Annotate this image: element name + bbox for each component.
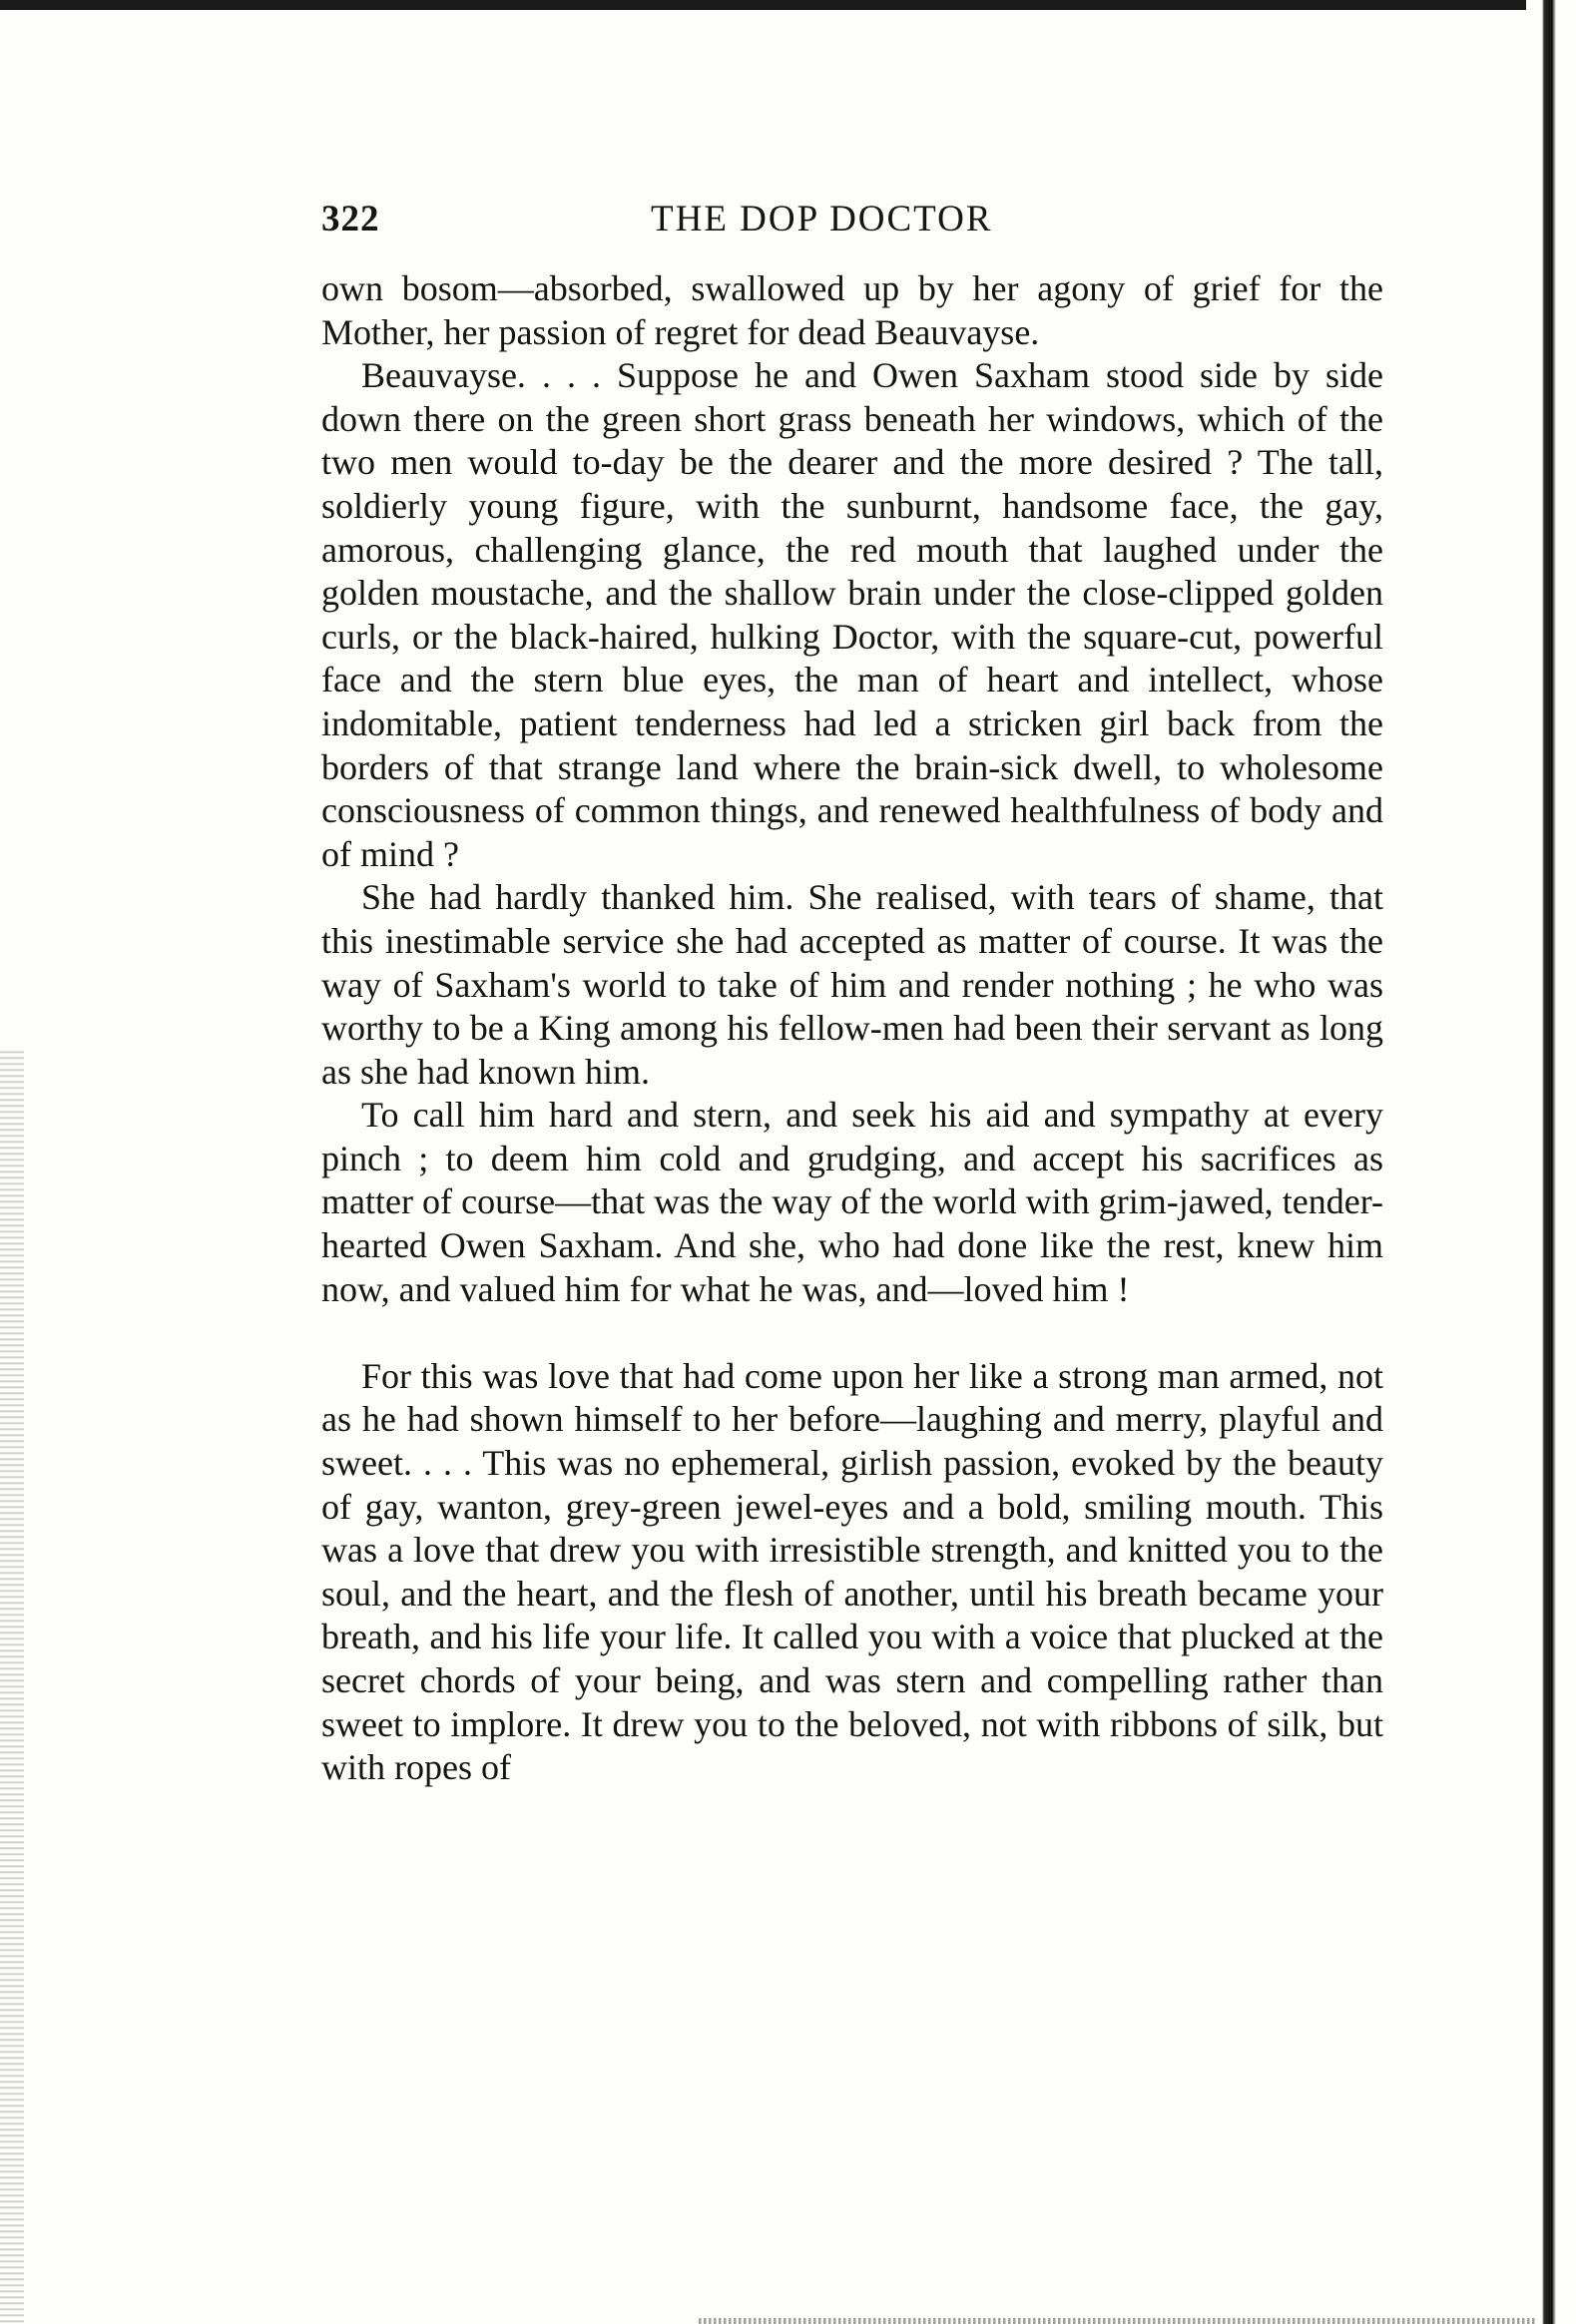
scan-left-edge xyxy=(0,1048,24,2324)
scan-right-edge xyxy=(1526,0,1576,2324)
running-title: THE DOP DOCTOR xyxy=(651,199,993,239)
paragraph: For this was love that had come upon her like a strong man armed, not as he had shown himself to her before—laughing and merry, playful and sweet. . . . This was no ephemeral, girlish passion, evoked by the beauty of gay, wanton, grey-green jewel-eyes and a bold, smiling mouth. This was a love that drew you with irresistible strength, and knitted you to the soul, and the heart, and the flesh of another, until his breath became your breath, and his life your life. It called you with a voice that plucked at the secret chords of your being, and was stern and compelling rather than sweet to implore. It drew you to the beloved, not with ribbons of silk, but with ropes of xyxy=(321,1355,1383,1788)
scan-bottom-edge xyxy=(699,2318,1537,2324)
scan-top-edge xyxy=(0,0,1576,10)
page-header xyxy=(321,198,1383,245)
paragraph-continued: own bosom—absorbed, swallowed up by her agony of grief for the Mother, her passion of regret for dead Beauvayse. xyxy=(321,268,1383,352)
paragraph: Beauvayse. . . . Suppose he and Owen Saxham stood side by side down there on the green short grass beneath her windows, which of the two men would to-day be the dearer and the more desired ? The tall, soldierly young figure, with the sunburnt, handsome face, the gay, amorous, challenging glance, the red mouth that laughed under the golden moustache, and the shallow brain under the close-clipped golden curls, or the black-haired, hulking Doctor, with the square-cut, powerful face and the stern blue eyes, the man of heart and intellect, whose indomitable, patient tenderness had led a stricken girl back from the borders of that strange land where the brain-sick dwell, to wholesome consciousness of common things, and renewed healthfulness of body and of mind ? xyxy=(321,355,1383,874)
paragraph: To call him hard and stern, and seek his aid and sympathy at every pinch ; to deem him cold and grudging, and accept his sacrifices as matter of course—that was the way of the world with grim-jawed, tender-hearted Owen Saxham. And she, who had done like the rest, knew him now, and valued him for what he was, and—loved him ! xyxy=(321,1095,1383,1309)
paragraph: She had hardly thanked him. She realised, with tears of shame, that this inestimable service she had accepted as matter of course. It was the way of Saxham's world to take of him and render nothing ; he who was worthy to be a King among his fellow-men had been their servant as long as she had known him. xyxy=(321,877,1383,1092)
page-number: 322 xyxy=(321,199,380,239)
body-text xyxy=(321,267,1383,1790)
